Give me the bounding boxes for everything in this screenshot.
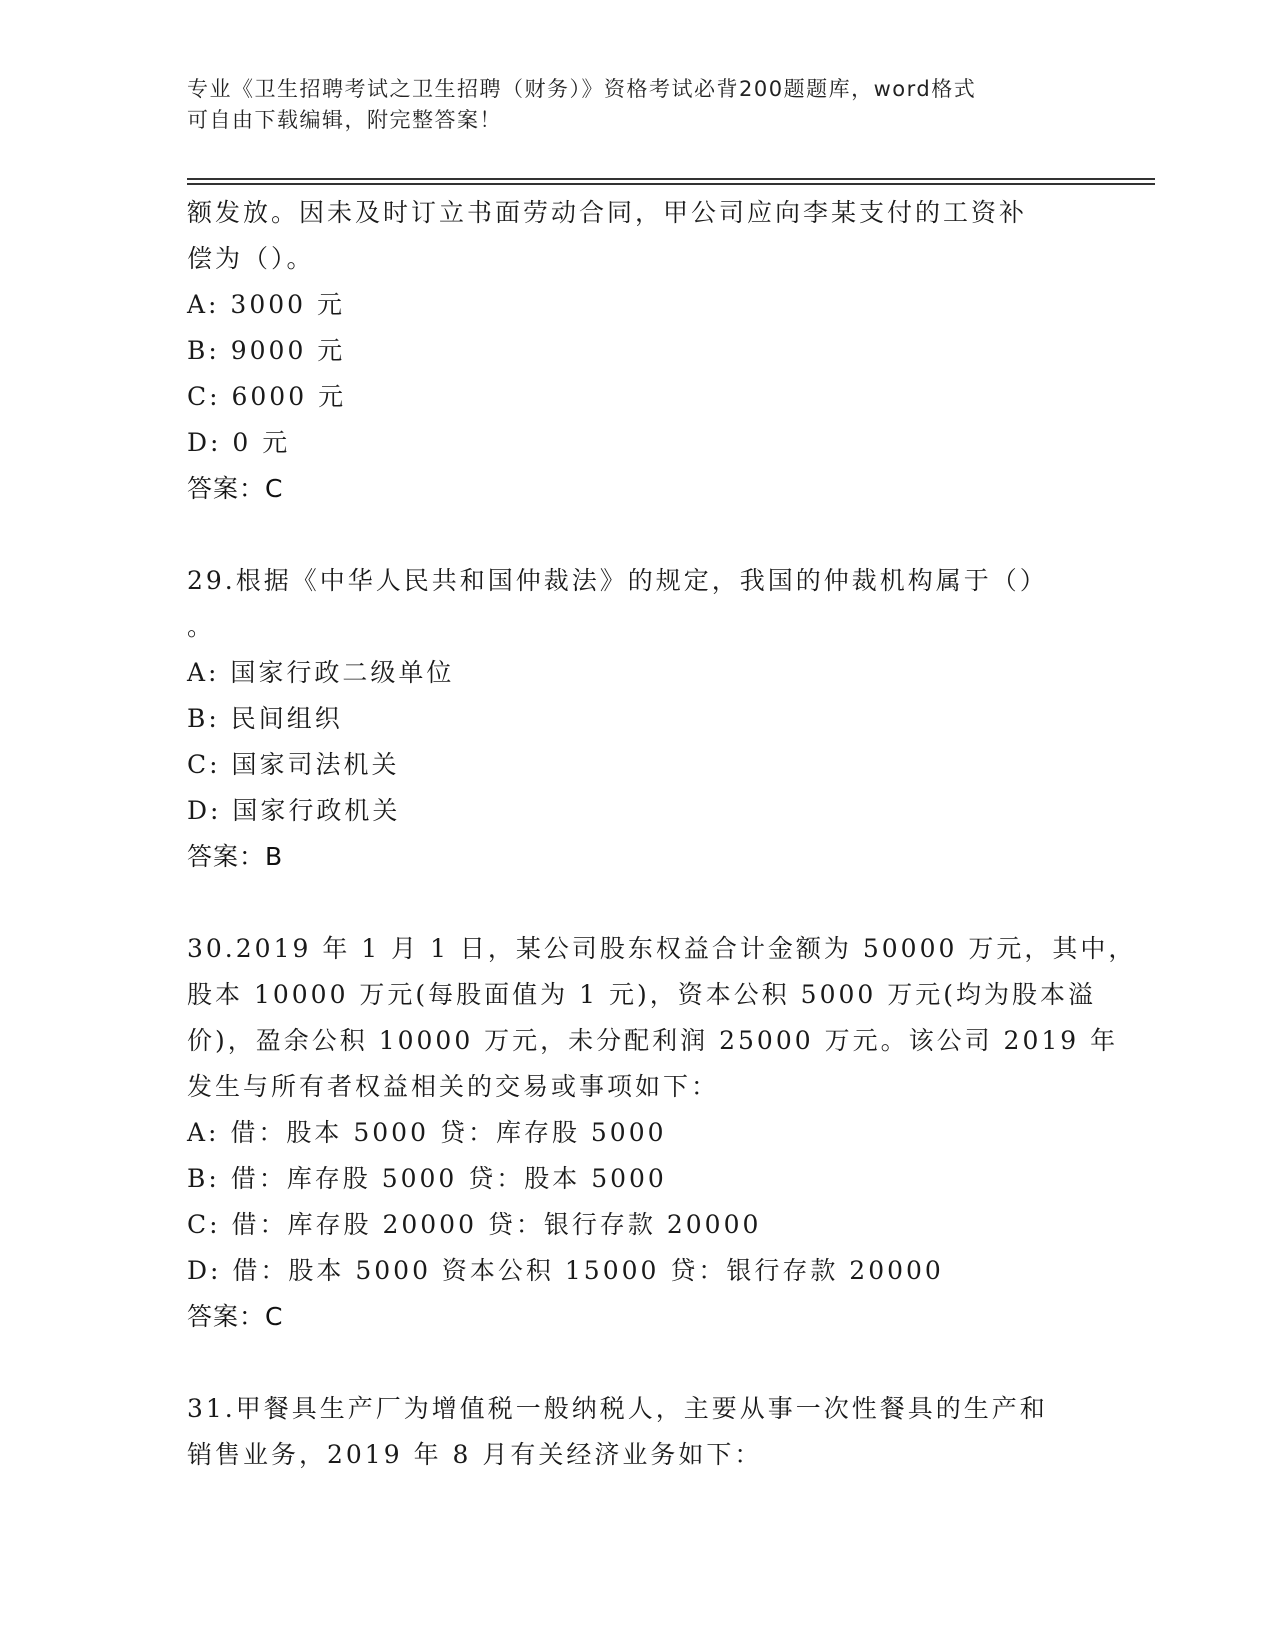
question-text-line: 发生与所有者权益相关的交易或事项如下： <box>187 1072 720 1101</box>
question-31 <box>187 1386 1087 1478</box>
question-text-line: 股本 10000 万元(每股面值为 1 元)，资本公积 5000 万元(均为股本溢 <box>187 980 1097 1009</box>
header-line-1: 专业《卫生招聘考试之卫生招聘（财务）》资格考试必背200题题库，word格式 <box>187 77 977 101</box>
option-d: D: 0 元 <box>187 428 291 457</box>
option-b: B: 民间组织 <box>187 704 343 733</box>
option-a: A: 借：股本 5000 贷：库存股 5000 <box>187 1118 667 1147</box>
question-28 <box>187 190 1087 512</box>
answer-label: 答案：C <box>187 474 284 503</box>
option-c: C: 借：库存股 20000 贷：银行存款 20000 <box>187 1210 762 1239</box>
question-text-line: 30.2019 年 1 月 1 日，某公司股东权益合计金额为 50000 万元，其中， <box>187 934 1137 963</box>
question-text-line: 额发放。因未及时订立书面劳动合同，甲公司应向李某支付的工资补 <box>187 198 1028 227</box>
header-divider-bottom <box>187 183 1155 185</box>
spacer <box>187 880 1087 926</box>
question-text-line: 31.甲餐具生产厂为增值税一般纳税人，主要从事一次性餐具的生产和 <box>187 1394 1048 1423</box>
option-d: D: 国家行政机关 <box>187 796 401 825</box>
document-body <box>187 190 1137 1478</box>
question-text-line: 价)，盈余公积 10000 万元，未分配利润 25000 万元。该公司 2019 年 <box>187 1026 1119 1055</box>
question-30 <box>187 926 1137 1340</box>
answer-label: 答案：B <box>187 842 284 871</box>
question-text-line: 。 <box>187 612 216 641</box>
header-line-2: 可自由下载编辑，附完整答案！ <box>187 108 502 132</box>
option-b: B: 借：库存股 5000 贷：股本 5000 <box>187 1164 667 1193</box>
question-29 <box>187 558 1087 880</box>
option-b: B: 9000 元 <box>187 336 346 365</box>
answer-label: 答案：C <box>187 1302 284 1331</box>
question-text-line: 29.根据《中华人民共和国仲裁法》的规定，我国的仲裁机构属于（） <box>187 566 1048 595</box>
spacer <box>187 1340 1087 1386</box>
option-d: D: 借：股本 5000 资本公积 15000 贷：银行存款 20000 <box>187 1256 944 1285</box>
question-text-line: 偿为（）。 <box>187 244 315 273</box>
question-text-line: 销售业务，2019 年 8 月有关经济业务如下： <box>187 1440 763 1469</box>
header-divider-top <box>187 178 1155 180</box>
option-c: C: 6000 元 <box>187 382 347 411</box>
option-c: C: 国家司法机关 <box>187 750 400 779</box>
option-a: A: 国家行政二级单位 <box>187 658 455 687</box>
spacer <box>187 512 1087 558</box>
option-a: A: 3000 元 <box>187 290 345 319</box>
document-header <box>187 74 1067 136</box>
